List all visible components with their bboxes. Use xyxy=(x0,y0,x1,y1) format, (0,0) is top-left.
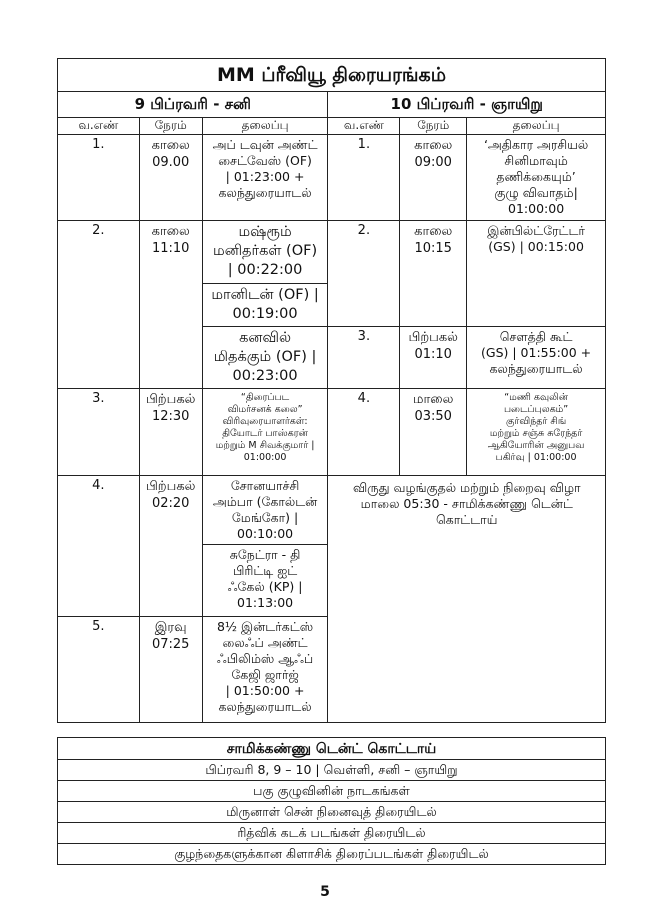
tent-row: பிப்ரவரி 8, 9 – 10 | வெள்ளி, சனி – ஞாயிறு xyxy=(58,760,606,781)
slot-time: காலை 09.00 xyxy=(139,135,202,221)
film-cell: கனவில் மிதக்கும் (OF) | 00:23:00 xyxy=(202,327,328,389)
column-header-time: நேரம் xyxy=(139,118,202,135)
slot-number: 3. xyxy=(58,389,140,476)
schedule-title: MM ப்ரீவியூ திரையரங்கம் xyxy=(58,59,606,92)
slot-time: காலை 10:15 xyxy=(400,221,467,327)
tent-row: பகு குழுவினின் நாடகங்கள் xyxy=(58,781,606,802)
slot-number: 4. xyxy=(58,476,140,617)
column-header-time: நேரம் xyxy=(400,118,467,135)
slot-number: 1. xyxy=(328,135,400,221)
tent-title: சாமிக்கண்ணு டென்ட் கொட்டாய் xyxy=(58,738,606,760)
page-number: 5 xyxy=(320,884,330,900)
slot-number: 1. xyxy=(58,135,140,221)
closing-event: விருது வழங்குதல் மற்றும் நிறைவு விழா மாலை 05:30 - சாமிக்கண்ணு டென்ட் கொட்டாய் xyxy=(328,476,606,723)
film-cell: “திரைப்பட விமர்சனக் கலை” விரிவுரையாளர்கள்: தியோடர் பாஸ்கரன் மற்றும் M சிவக்குமார் | 01:00:00 xyxy=(202,389,328,476)
slot-number: 2. xyxy=(328,221,400,327)
column-header-title: தலைப்பு xyxy=(467,118,606,135)
schedule-table xyxy=(57,58,606,723)
day-heading-sun: 10 பிப்ரவரி - ஞாயிறு xyxy=(328,92,606,118)
slot-time: இரவு 07:25 xyxy=(139,617,202,723)
film-cell: ‘அதிகார அரசியல் சினிமாவும் தணிக்கையும்’ குழு விவாதம்| 01:00:00 xyxy=(467,135,606,221)
film-cell: “மணி கவுலின் படைப்புலகம்” குர்விந்தர் சிங் மற்றும் சஞ்சு சுரேந்தர் ஆகியோரின் அனுபவ பகிர்வு | 01:00:00 xyxy=(467,389,606,476)
column-header-no: வ.எண் xyxy=(328,118,400,135)
slot-number: 3. xyxy=(328,327,400,389)
slot-number: 5. xyxy=(58,617,140,723)
film-cell: சுநேட்ரா - தி பிரிட்டி ஐட் ஃகேல் (KP) | 01:13:00 xyxy=(202,545,328,617)
day-heading-sat: 9 பிப்ரவரி - சனி xyxy=(58,92,328,118)
tent-table xyxy=(57,737,606,865)
slot-time: பிற்பகல் 02:20 xyxy=(139,476,202,617)
slot-time: பிற்பகல் 01:10 xyxy=(400,327,467,389)
film-cell: மஷ்ரூம் மனிதர்கள் (OF) | 00:22:00 xyxy=(202,221,328,284)
slot-number: 2. xyxy=(58,221,140,389)
film-cell: சௌத்தி கூட் (GS) | 01:55:00 + கலந்துரையாடல் xyxy=(467,327,606,389)
slot-number: 4. xyxy=(328,389,400,476)
tent-row: ரித்விக் கடக் படங்கள் திரையிடல் xyxy=(58,823,606,844)
tent-row: மிருனாள் சென் நினைவுத் திரையிடல் xyxy=(58,802,606,823)
film-cell: 8½ இன்டர்கட்ஸ் லைஃப் அண்ட் ஃபிலிம்ஸ் ஆஃப் கேஜி ஜார்ஜ் | 01:50:00 + கலந்துரையாடல் xyxy=(202,617,328,723)
column-header-title: தலைப்பு xyxy=(202,118,328,135)
film-cell: சோனயாச்சி அம்பா (கோல்டன் மேங்கோ) | 00:10:00 xyxy=(202,476,328,545)
tent-row: குழந்தைகளுக்கான கிளாசிக் திரைப்படங்கள் திரையிடல் xyxy=(58,844,606,865)
slot-time: பிற்பகல் 12:30 xyxy=(139,389,202,476)
slot-time: காலை 11:10 xyxy=(139,221,202,389)
film-cell: அப் டவுன் அண்ட் சைட்வேஸ் (OF) | 01:23:00 + கலந்துரையாடல் xyxy=(202,135,328,221)
film-cell: இன்பில்ட்ரேட்டர் (GS) | 00:15:00 xyxy=(467,221,606,327)
film-cell: மானிடன் (OF) | 00:19:00 xyxy=(202,284,328,327)
slot-time: காலை 09:00 xyxy=(400,135,467,221)
slot-time: மாலை 03:50 xyxy=(400,389,467,476)
column-header-no: வ.எண் xyxy=(58,118,140,135)
